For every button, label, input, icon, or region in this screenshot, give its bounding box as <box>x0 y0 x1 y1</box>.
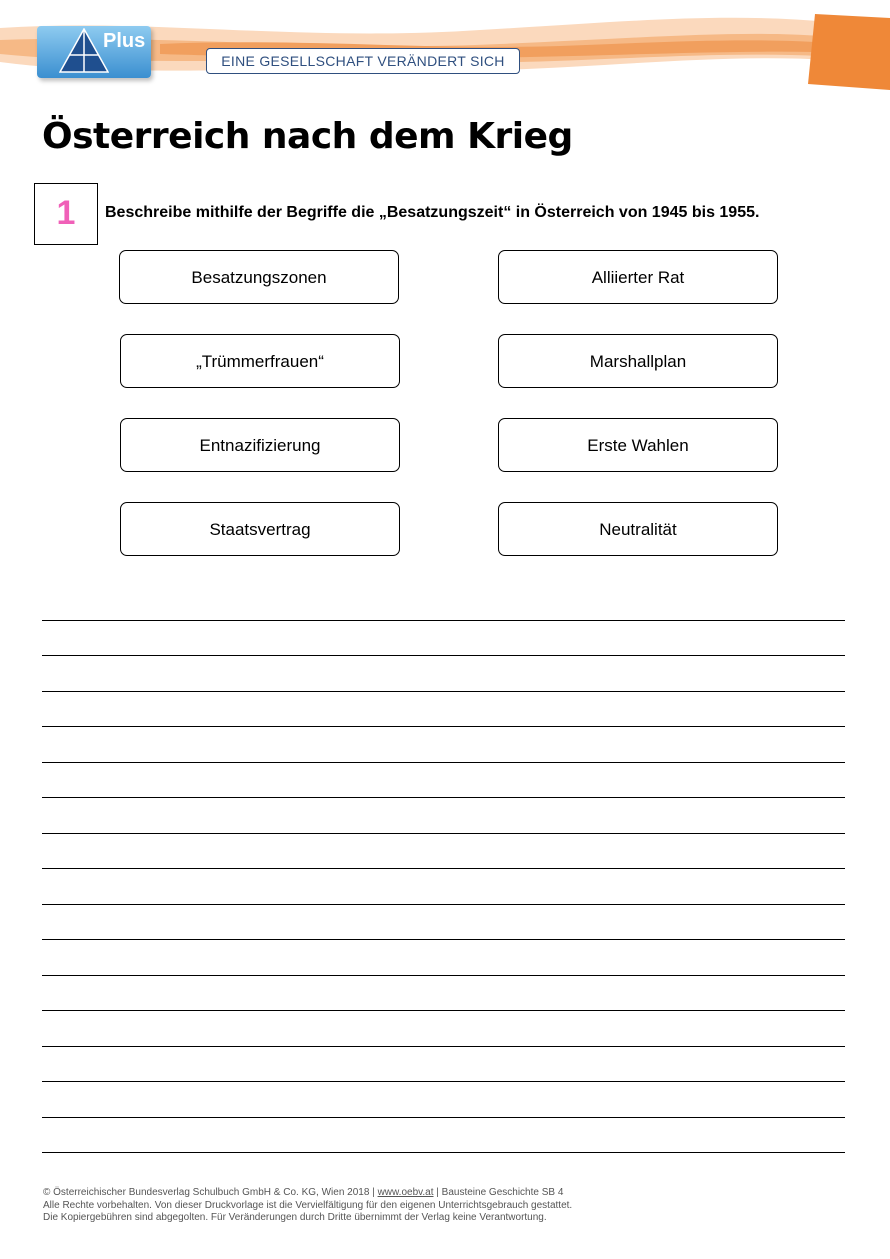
page-title: Österreich nach dem Krieg <box>42 116 573 157</box>
writing-line[interactable] <box>42 1010 845 1011</box>
logo <box>37 26 151 78</box>
footer-line-1: © Österreichischer Bundesverlag Schulbuch GmbH & Co. KG, Wien 2018 | www.oebv.at | Bausteine Geschichte SB 4 <box>43 1187 564 1198</box>
logo-text: Plus <box>103 30 146 52</box>
triangle-logo-icon <box>59 28 109 74</box>
writing-line[interactable] <box>42 939 845 940</box>
writing-line[interactable] <box>42 904 845 905</box>
writing-line[interactable] <box>42 762 845 763</box>
footer <box>43 1187 572 1225</box>
publisher-link[interactable]: www.oebv.at <box>377 1187 434 1198</box>
term-box: „Trümmerfrauen“ <box>120 334 400 388</box>
writing-line[interactable] <box>42 1152 845 1153</box>
term-box: Erste Wahlen <box>498 418 778 472</box>
term-box: Staatsvertrag <box>120 502 400 556</box>
writing-line[interactable] <box>42 620 845 621</box>
writing-line[interactable] <box>42 726 845 727</box>
series-title: EINE GESELLSCHAFT VERÄNDERT SICH <box>206 48 520 74</box>
term-box: Neutralität <box>498 502 778 556</box>
writing-line[interactable] <box>42 1117 845 1118</box>
footer-line-3: Die Kopiergebühren sind abgegolten. Für Veränderungen durch Dritte übernimmt der Verlag keine Verantwortung. <box>43 1212 547 1223</box>
footer-line-2: Alle Rechte vorbehalten. Von dieser Druckvorlage ist die Vervielfältigung für den eigenen Unterrichtsgebrauch gestattet. <box>43 1199 573 1211</box>
writing-line[interactable] <box>42 833 845 834</box>
task-instruction: Beschreibe mithilfe der Begriffe die „Besatzungszeit“ in Österreich von 1945 bis 1955. <box>105 204 760 221</box>
writing-line[interactable] <box>42 975 845 976</box>
writing-line[interactable] <box>42 797 845 798</box>
writing-line[interactable] <box>42 1081 845 1082</box>
term-box: Entnazifizierung <box>120 418 400 472</box>
writing-line[interactable] <box>42 691 845 692</box>
term-box: Besatzungszonen <box>119 250 399 304</box>
term-box: Alliierter Rat <box>498 250 778 304</box>
writing-line[interactable] <box>42 868 845 869</box>
task-number: 1 <box>34 183 98 245</box>
writing-line[interactable] <box>42 655 845 656</box>
writing-line[interactable] <box>42 1046 845 1047</box>
term-box: Marshallplan <box>498 334 778 388</box>
